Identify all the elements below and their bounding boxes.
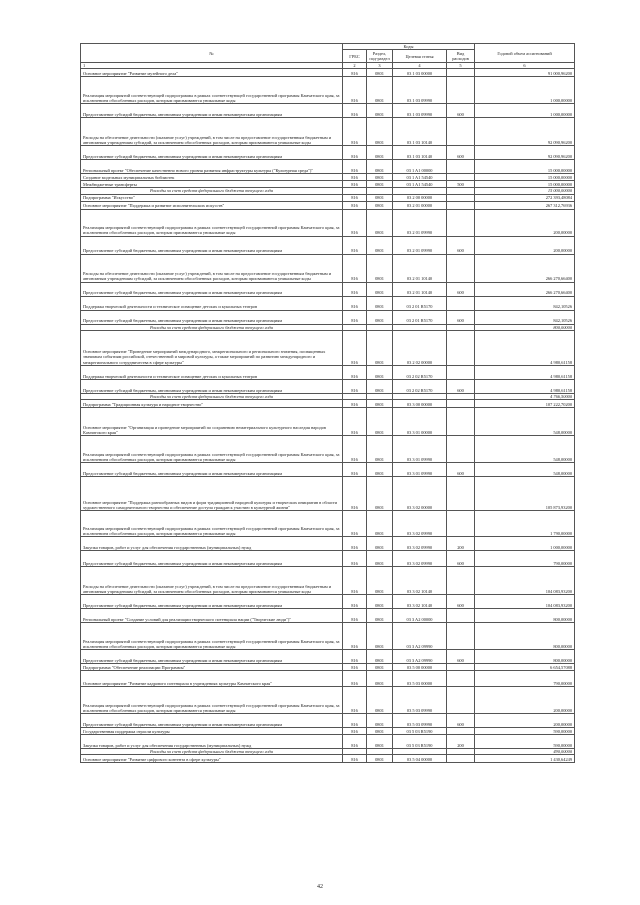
row-name-cell: Региональный проект "Обеспечение качественно нового уровня развития инфраструктуры культуры ("Культурная среда")" (81, 160, 343, 174)
row-name-cell: Предоставление субсидий бюджетным, автономным учреждениям и иным некоммерческим организациям (81, 551, 343, 567)
row-expense-type-cell: 600 (447, 650, 475, 664)
row-amount-cell: 548,00000 (475, 408, 575, 436)
row-section-cell: 0801 (367, 365, 393, 379)
row-expense-type-cell (447, 687, 475, 714)
row-grbs-cell: 816 (343, 118, 367, 146)
row-amount-cell: 266 270,66400 (475, 254, 575, 282)
table-row (81, 181, 575, 188)
row-target-cell: 03 3 02 10140 (393, 595, 447, 609)
row-expense-type-cell: 600 (447, 595, 475, 609)
row-section-cell: 0801 (367, 310, 393, 324)
row-amount-cell: 200,00000 (475, 209, 575, 236)
table-header (81, 44, 575, 69)
row-grbs-cell: 816 (343, 146, 367, 160)
row-section-cell: 0801 (367, 209, 393, 236)
row-expense-type-cell (447, 728, 475, 735)
table-row (81, 194, 575, 201)
table-row (81, 69, 575, 77)
row-grbs-cell: 816 (343, 181, 367, 188)
row-target-cell: 03 3 02 09990 (393, 511, 447, 537)
row-expense-type-cell (447, 194, 475, 201)
row-target-cell: 03 3 02 00000 (393, 477, 447, 511)
row-grbs-cell: 816 (343, 330, 367, 365)
row-expense-type-cell (447, 609, 475, 623)
row-name-cell: Создание модельных муниципальных библиотек (81, 174, 343, 181)
row-expense-type-cell (447, 330, 475, 365)
row-section-cell: 0801 (367, 650, 393, 664)
row-target-cell: 03 1 A1 00000 (393, 160, 447, 174)
row-amount-cell: 4 980,61158 (475, 379, 575, 393)
table-row (81, 146, 575, 160)
row-section-cell: 0801 (367, 436, 393, 463)
row-target-cell: 03 2 01 R5170 (393, 310, 447, 324)
row-target-cell: 03 3 01 09990 (393, 463, 447, 477)
row-amount-cell: 105 873,93200 (475, 477, 575, 511)
row-section-cell: 0801 (367, 551, 393, 567)
header-expense-type: Вид расходов (447, 50, 475, 63)
table-row (81, 735, 575, 749)
row-expense-type-cell (447, 511, 475, 537)
row-name-cell: Основное мероприятие "Поддержка и развитие исполнительских искусств" (81, 201, 343, 209)
row-amount-cell: 590,00000 (475, 728, 575, 735)
row-section-cell: 0801 (367, 77, 393, 104)
row-section-cell: 0801 (367, 463, 393, 477)
row-section-cell: 0801 (367, 282, 393, 296)
budget-table (80, 43, 575, 763)
page-number: 42 (317, 884, 323, 890)
row-target-cell: 03 5 04 00000 (393, 755, 447, 763)
row-name-cell: Реализация мероприятий соответствующей подпрограммы в рамках соответствующей государственной программы Камчатского края, за исключением обособленных расходов, которым присваиваются уникальные коды (81, 623, 343, 650)
row-section-cell: 0801 (367, 194, 393, 201)
row-name-cell: Реализация мероприятий соответствующей подпрограммы в рамках соответствующей государственной программы Камчатского края, за исключением обособленных расходов, которым присваиваются уникальные коды (81, 687, 343, 714)
row-name-cell: Основное мероприятие "Развитие музейного дела" (81, 69, 343, 77)
row-amount-cell: 15 000,00000 (475, 188, 575, 194)
row-amount-cell: 104 083,93200 (475, 567, 575, 595)
row-grbs-cell: 816 (343, 664, 367, 671)
row-section-cell: 0801 (367, 714, 393, 728)
row-target-cell: 03 2 00 00000 (393, 194, 447, 201)
row-name-cell: Реализация мероприятий соответствующей подпрограммы в рамках соответствующей государственной программы Камчатского края, за исключением обособленных расходов, которым присваиваются уникальные коды (81, 436, 343, 463)
row-section-cell: 0801 (367, 567, 393, 595)
row-name-cell: Предоставление субсидий бюджетным, автономным учреждениям и иным некоммерческим организациям (81, 236, 343, 254)
row-name-cell: Расходы за счет средств федерального бюджета текущего года (81, 188, 343, 194)
row-grbs-cell: 816 (343, 735, 367, 749)
row-name-cell: Предоставление субсидий бюджетным, автономным учреждениям и иным некоммерческим организациям (81, 714, 343, 728)
row-amount-cell: 107 222,70200 (475, 400, 575, 408)
row-name-cell: Предоставление субсидий бюджетным, автономным учреждениям и иным некоммерческим организациям (81, 463, 343, 477)
row-section-cell: 0801 (367, 511, 393, 537)
table-row (81, 595, 575, 609)
row-section-cell: 0801 (367, 69, 393, 77)
row-expense-type-cell: 500 (447, 181, 475, 188)
row-amount-cell: 200,00000 (475, 236, 575, 254)
row-grbs-cell: 816 (343, 511, 367, 537)
row-target-cell: 03 2 01 10140 (393, 282, 447, 296)
row-grbs-cell: 816 (343, 282, 367, 296)
row-amount-cell: 15 000,00000 (475, 174, 575, 181)
row-amount-cell: 92 090,96200 (475, 146, 575, 160)
row-section-cell: 0801 (367, 254, 393, 282)
row-amount-cell: 266 270,66400 (475, 282, 575, 296)
table-row (81, 330, 575, 365)
table-row (81, 77, 575, 104)
row-section-cell: 0801 (367, 174, 393, 181)
row-expense-type-cell (447, 254, 475, 282)
row-section-cell: 0801 (367, 755, 393, 763)
row-section-cell: 0801 (367, 146, 393, 160)
table-row (81, 104, 575, 118)
row-grbs-cell: 816 (343, 77, 367, 104)
row-name-cell: Расходы на обеспечение деятельности (оказание услуг) учреждений, в том числе на предоставление государственным бюджетным и автономным учреждениям субсидий, за исключением обособленных расходов, которым присваиваются уникальные коды (81, 118, 343, 146)
row-grbs-cell: 816 (343, 365, 367, 379)
table-row (81, 436, 575, 463)
table-row (81, 650, 575, 664)
row-expense-type-cell (447, 623, 475, 650)
table-row (81, 254, 575, 282)
row-target-cell: 03 5 03 00000 (393, 671, 447, 687)
table-row (81, 477, 575, 511)
row-expense-type-cell: 600 (447, 310, 475, 324)
table-row (81, 537, 575, 551)
header-number: № (81, 44, 343, 63)
table-row (81, 209, 575, 236)
row-name-cell: Региональный проект "Создание условий для реализации творческого потенциала нации ("Творческие люди")" (81, 609, 343, 623)
row-grbs-cell: 816 (343, 609, 367, 623)
row-section-cell: 0801 (367, 330, 393, 365)
row-amount-cell: 800,00000 (475, 623, 575, 650)
row-target-cell: 03 1 03 10140 (393, 146, 447, 160)
row-grbs-cell: 816 (343, 400, 367, 408)
row-expense-type-cell (447, 201, 475, 209)
row-amount-cell: 4 980,61158 (475, 365, 575, 379)
column-numbers-row: 1 2 3 4 5 6 (81, 63, 575, 69)
row-amount-cell: 200,00000 (475, 714, 575, 728)
row-target-cell: 03 5 03 R5190 (393, 735, 447, 749)
row-name-cell: Предоставление субсидий бюджетным, автономным учреждениям и иным некоммерческим организациям (81, 104, 343, 118)
row-section-cell: 0801 (367, 728, 393, 735)
row-expense-type-cell (447, 209, 475, 236)
row-name-cell: Предоставление субсидий бюджетным, автономным учреждениям и иным некоммерческим организациям (81, 650, 343, 664)
row-amount-cell: 800,00000 (475, 324, 575, 330)
row-section-cell: 0801 (367, 296, 393, 310)
row-target-cell: 03 1 A1 54540 (393, 181, 447, 188)
header-target: Целевая статья (393, 50, 447, 63)
row-name-cell: Предоставление субсидий бюджетным, автономным учреждениям и иным некоммерческим организациям (81, 310, 343, 324)
row-grbs-cell: 816 (343, 623, 367, 650)
row-grbs-cell: 816 (343, 567, 367, 595)
header-codes: Коды (343, 44, 475, 50)
row-name-cell: Расходы на обеспечение деятельности (оказание услуг) учреждений, в том числе на предоставление государственным бюджетным и автономным учреждениям субсидий, за исключением обособленных расходов, которым присваиваются уникальные коды (81, 567, 343, 595)
table-row (81, 623, 575, 650)
row-section-cell: 0801 (367, 664, 393, 671)
row-section-cell: 0801 (367, 104, 393, 118)
row-section-cell: 0801 (367, 201, 393, 209)
header-grbs: ГРБС (343, 50, 367, 63)
row-expense-type-cell: 600 (447, 104, 475, 118)
row-amount-cell: 91 000,96200 (475, 69, 575, 77)
table-row (81, 408, 575, 436)
row-expense-type-cell (447, 296, 475, 310)
row-grbs-cell: 816 (343, 209, 367, 236)
row-name-cell: Основное мероприятие "Проведение мероприятий международного, межрегионального и регионального значения, посвященных значимым событиям российской, отечественной и мировой культуры, а также мероприятий по развитию международного и межрегионального сотрудничества в сфере культуры" (81, 330, 343, 365)
row-grbs-cell: 816 (343, 194, 367, 201)
row-amount-cell: 1 000,00000 (475, 77, 575, 104)
table-row (81, 567, 575, 595)
row-grbs-cell: 816 (343, 728, 367, 735)
row-grbs-cell: 816 (343, 477, 367, 511)
table-row (81, 728, 575, 735)
row-grbs-cell: 816 (343, 755, 367, 763)
row-expense-type-cell: 600 (447, 714, 475, 728)
row-expense-type-cell (447, 436, 475, 463)
row-name-cell: Подпрограмма "Обеспечение реализации Программы" (81, 664, 343, 671)
row-name-cell: Поддержка творческой деятельности и техническое оснащение детских и кукольных театров (81, 296, 343, 310)
row-expense-type-cell: 600 (447, 551, 475, 567)
header-amount: Годовой объем ассигнований (475, 44, 575, 63)
row-expense-type-cell (447, 408, 475, 436)
table-row (81, 511, 575, 537)
row-name-cell: Реализация мероприятий соответствующей подпрограммы в рамках соответствующей государственной программы Камчатского края, за исключением обособленных расходов, которым присваиваются уникальные коды (81, 77, 343, 104)
row-section-cell: 0801 (367, 379, 393, 393)
table-row (81, 118, 575, 146)
row-grbs-cell: 816 (343, 551, 367, 567)
table-row (81, 160, 575, 174)
table-row (81, 687, 575, 714)
row-expense-type-cell (447, 664, 475, 671)
row-section-cell: 0801 (367, 735, 393, 749)
row-name-cell: Основное мероприятие "Поддержка разнообразных видов и форм традиционной народной культуры и творческих инициатив в области художественного самодеятельного творчества и обеспечение доступа граждан к участию в культурной жизни" (81, 477, 343, 511)
row-grbs-cell: 816 (343, 254, 367, 282)
table-row (81, 463, 575, 477)
row-name-cell: Предоставление субсидий бюджетным, автономным учреждениям и иным некоммерческим организациям (81, 379, 343, 393)
row-name-cell: Расходы за счет средств федерального бюджета текущего года (81, 324, 343, 330)
row-section-cell: 0801 (367, 537, 393, 551)
row-grbs-cell: 816 (343, 174, 367, 181)
table-row (81, 755, 575, 763)
row-name-cell: Закупка товаров, работ и услуг для обеспечения государственных (муниципальных) нужд (81, 735, 343, 749)
row-amount-cell: 790,00000 (475, 551, 575, 567)
row-grbs-cell: 816 (343, 201, 367, 209)
row-grbs-cell: 816 (343, 104, 367, 118)
row-target-cell: 03 3 01 00000 (393, 408, 447, 436)
row-expense-type-cell: 200 (447, 735, 475, 749)
row-name-cell: Основное мероприятие "Развитие цифрового контента в сфере культуры" (81, 755, 343, 763)
table-row (81, 664, 575, 671)
row-target-cell: 03 1 03 00000 (393, 69, 447, 77)
row-target-cell: 03 3 02 09990 (393, 551, 447, 567)
table-row (81, 282, 575, 296)
row-name-cell: Поддержка творческой деятельности и техническое оснащение детских и кукольных театров (81, 365, 343, 379)
row-amount-cell: 842,10526 (475, 310, 575, 324)
row-expense-type-cell: 600 (447, 282, 475, 296)
row-target-cell: 03 3 02 09990 (393, 537, 447, 551)
row-amount-cell: 1 790,00000 (475, 511, 575, 537)
row-expense-type-cell (447, 69, 475, 77)
row-section-cell: 0801 (367, 408, 393, 436)
row-expense-type-cell (447, 118, 475, 146)
row-amount-cell: 104 083,93200 (475, 595, 575, 609)
row-target-cell: 03 3 A2 00000 (393, 609, 447, 623)
row-grbs-cell: 816 (343, 296, 367, 310)
table-row (81, 609, 575, 623)
header-section: Раздел, под-раздел (367, 50, 393, 63)
row-target-cell: 03 2 02 R5170 (393, 365, 447, 379)
row-target-cell: 03 2 01 09990 (393, 209, 447, 236)
row-target-cell: 03 2 01 10140 (393, 254, 447, 282)
row-expense-type-cell (447, 755, 475, 763)
table-row (81, 714, 575, 728)
row-expense-type-cell (447, 174, 475, 181)
row-target-cell: 03 3 A2 09990 (393, 623, 447, 650)
row-name-cell: Предоставление субсидий бюджетным, автономным учреждениям и иным некоммерческим организациям (81, 146, 343, 160)
row-section-cell: 0801 (367, 477, 393, 511)
row-target-cell: 03 1 03 09990 (393, 104, 447, 118)
row-target-cell: 03 5 00 00000 (393, 664, 447, 671)
row-expense-type-cell (447, 671, 475, 687)
row-amount-cell: 800,00000 (475, 650, 575, 664)
row-target-cell: 03 1 03 10140 (393, 118, 447, 146)
row-target-cell: 03 5 03 09990 (393, 687, 447, 714)
row-amount-cell: 548,00000 (475, 463, 575, 477)
row-grbs-cell: 816 (343, 687, 367, 714)
row-grbs-cell: 816 (343, 650, 367, 664)
row-amount-cell: 4 766,50000 (475, 393, 575, 399)
table-row (81, 174, 575, 181)
row-expense-type-cell: 600 (447, 463, 475, 477)
table-row (81, 296, 575, 310)
row-name-cell: Реализация мероприятий соответствующей подпрограммы в рамках соответствующей государственной программы Камчатского края, за исключением обособленных расходов, которым присваиваются уникальные коды (81, 511, 343, 537)
row-target-cell: 03 1 03 09990 (393, 77, 447, 104)
row-grbs-cell: 816 (343, 69, 367, 77)
row-section-cell: 0801 (367, 609, 393, 623)
row-amount-cell: 200,00000 (475, 687, 575, 714)
row-amount-cell: 842,10526 (475, 296, 575, 310)
table-row (81, 551, 575, 567)
row-name-cell: Закупка товаров, работ и услуг для обеспечения государственных (муниципальных) нужд (81, 537, 343, 551)
row-grbs-cell: 816 (343, 537, 367, 551)
row-target-cell: 03 2 01 R5170 (393, 296, 447, 310)
table-body (81, 69, 575, 763)
table-row (81, 365, 575, 379)
row-grbs-cell: 816 (343, 236, 367, 254)
row-amount-cell: 1 000,00000 (475, 104, 575, 118)
row-amount-cell: 4 980,61158 (475, 330, 575, 365)
row-grbs-cell: 816 (343, 310, 367, 324)
row-section-cell: 0801 (367, 236, 393, 254)
row-amount-cell: 15 000,00000 (475, 181, 575, 188)
row-amount-cell: 267 312,76936 (475, 201, 575, 209)
row-section-cell: 0801 (367, 118, 393, 146)
row-expense-type-cell: 200 (447, 537, 475, 551)
row-expense-type-cell (447, 160, 475, 174)
row-grbs-cell: 816 (343, 379, 367, 393)
row-target-cell: 03 1 A1 54540 (393, 174, 447, 181)
row-expense-type-cell: 600 (447, 379, 475, 393)
row-target-cell: 03 2 01 00000 (393, 201, 447, 209)
row-section-cell: 0801 (367, 671, 393, 687)
row-amount-cell: 1 000,00000 (475, 537, 575, 551)
row-section-cell: 0801 (367, 400, 393, 408)
row-name-cell: Межбюджетные трансферты (81, 181, 343, 188)
row-amount-cell: 6 654,57088 (475, 664, 575, 671)
row-section-cell: 0801 (367, 160, 393, 174)
row-name-cell: Подпрограмма "Традиционная культура и народное творчество" (81, 400, 343, 408)
table-row (81, 236, 575, 254)
row-target-cell: 03 2 02 00000 (393, 330, 447, 365)
row-amount-cell: 800,00000 (475, 609, 575, 623)
row-section-cell: 0801 (367, 623, 393, 650)
row-amount-cell: 15 000,00000 (475, 160, 575, 174)
row-target-cell: 03 3 00 00000 (393, 400, 447, 408)
row-grbs-cell: 816 (343, 436, 367, 463)
table-row (81, 201, 575, 209)
row-grbs-cell: 816 (343, 714, 367, 728)
row-grbs-cell: 816 (343, 408, 367, 436)
row-amount-cell: 92 090,96200 (475, 118, 575, 146)
row-amount-cell: 1 430,64249 (475, 755, 575, 763)
row-name-cell: Реализация мероприятий соответствующей подпрограммы в рамках соответствующей государственной программы Камчатского края, за исключением обособленных расходов, которым присваиваются уникальные коды (81, 209, 343, 236)
row-target-cell: 03 3 01 09990 (393, 436, 447, 463)
table-row (81, 310, 575, 324)
row-name-cell: Расходы за счет средств федерального бюджета текущего года (81, 393, 343, 399)
row-amount-cell: 790,00000 (475, 671, 575, 687)
row-name-cell: Предоставление субсидий бюджетным, автономным учреждениям и иным некоммерческим организациям (81, 282, 343, 296)
row-target-cell: 03 3 A2 09990 (393, 650, 447, 664)
row-grbs-cell: 816 (343, 160, 367, 174)
row-name-cell: Подпрограмма "Искусство" (81, 194, 343, 201)
row-name-cell: Государственная поддержка отрасли культуры (81, 728, 343, 735)
table-row (81, 400, 575, 408)
row-grbs-cell: 816 (343, 463, 367, 477)
row-target-cell: 03 2 01 09990 (393, 236, 447, 254)
row-expense-type-cell: 600 (447, 146, 475, 160)
row-expense-type-cell: 600 (447, 236, 475, 254)
row-section-cell: 0801 (367, 687, 393, 714)
table-row (81, 671, 575, 687)
row-amount-cell: 490,00000 (475, 749, 575, 755)
row-name-cell: Расходы за счет средств федерального бюджета текущего года (81, 749, 343, 755)
row-target-cell: 03 3 02 10140 (393, 567, 447, 595)
row-expense-type-cell (447, 400, 475, 408)
row-expense-type-cell (447, 77, 475, 104)
row-target-cell: 03 2 02 R5170 (393, 379, 447, 393)
row-section-cell: 0801 (367, 595, 393, 609)
row-target-cell: 03 5 03 R5190 (393, 728, 447, 735)
row-expense-type-cell (447, 365, 475, 379)
row-name-cell: Основное мероприятие "Организация и проведение мероприятий по сохранению нематериального культурного наследия народов Камчатского края" (81, 408, 343, 436)
row-section-cell: 0801 (367, 181, 393, 188)
row-grbs-cell: 816 (343, 671, 367, 687)
row-amount-cell: 590,00000 (475, 735, 575, 749)
row-amount-cell: 272 393,48084 (475, 194, 575, 201)
row-amount-cell: 548,00000 (475, 436, 575, 463)
row-target-cell: 03 5 03 09990 (393, 714, 447, 728)
row-name-cell: Расходы на обеспечение деятельности (оказание услуг) учреждений, в том числе на предоставление государственным бюджетным и автономным учреждениям субсидий, за исключением обособленных расходов, которым присваиваются уникальные коды (81, 254, 343, 282)
row-grbs-cell: 816 (343, 595, 367, 609)
row-name-cell: Предоставление субсидий бюджетным, автономным учреждениям и иным некоммерческим организациям (81, 595, 343, 609)
table-row (81, 379, 575, 393)
row-name-cell: Основное мероприятие "Развитие кадрового потенциала в учреждениях культуры Камчатского края" (81, 671, 343, 687)
row-expense-type-cell (447, 477, 475, 511)
row-expense-type-cell (447, 567, 475, 595)
